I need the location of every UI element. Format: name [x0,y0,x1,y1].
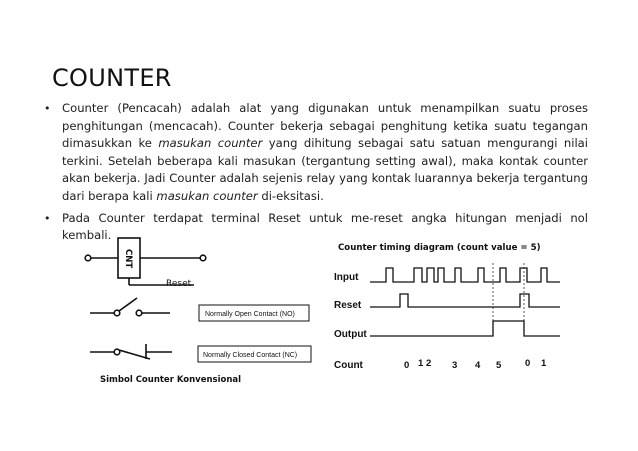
count-value: 2 [426,358,432,369]
count-value: 1 [418,358,424,369]
count-value: 5 [496,360,502,371]
waveform-input [370,268,560,282]
nc-contact-label: Normally Closed Contact (NC) [203,352,298,359]
nc-contact-symbol [90,344,172,359]
bullet-marker: • [44,102,51,115]
cnt-label: CNT [123,249,133,269]
signal-label-count: Count [334,360,363,371]
count-value: 3 [452,360,458,371]
count-value: 0 [525,358,531,369]
reset-terminal-label: Reset [166,279,192,289]
count-value: 0 [404,360,410,371]
count-value: 1 [541,358,547,369]
counter-symbol-figure [85,238,311,362]
timing-diagram-title: Counter timing diagram (count value = 5) [338,243,541,253]
signal-label-output: Output [334,329,367,340]
bullet-text-part: di-eksitasi. [257,188,324,203]
count-value: 4 [475,360,481,371]
symbol-caption: Simbol Counter Konvensional [100,375,242,385]
signal-label-reset: Reset [334,300,362,311]
cnt-coil-symbol [85,238,206,285]
signal-label-input: Input [334,272,359,283]
bullet-text-part: Counter (Pencacah) adalah alat yang digunakan untuk menampilkan suatu proses penghitungan (mencacah). Counter bekerja sebagai penghitung ketika suatu tegangan dimasukkan ke [62,101,588,151]
bullet-text: Pada Counter terdapat terminal Reset untuk me-reset angka hitungan menjadi nol kembali. [62,210,588,243]
bullet-text-part: yang dihitung sebagai satu satuan mengurangi nilai terkini. Setelah beberapa kali masukan (tergantung setting awal), maka kontak counter akan bekerja. Jadi Counter adalah sejenis relay yang kontak luarannya bekerja tergantung dari berapa kali [62,136,588,203]
slide-title: COUNTER [52,64,172,92]
bullet-marker: • [44,211,51,225]
timing-diagram [334,263,560,371]
bullet-text-italic: masukan counter [156,188,258,203]
waveform-output [370,321,560,336]
waveform-reset [370,294,560,307]
no-contact-symbol [90,298,170,316]
no-contact-label: Normally Open Contact (NO) [205,311,295,318]
bullet-text-italic: masukan counter [158,136,263,151]
